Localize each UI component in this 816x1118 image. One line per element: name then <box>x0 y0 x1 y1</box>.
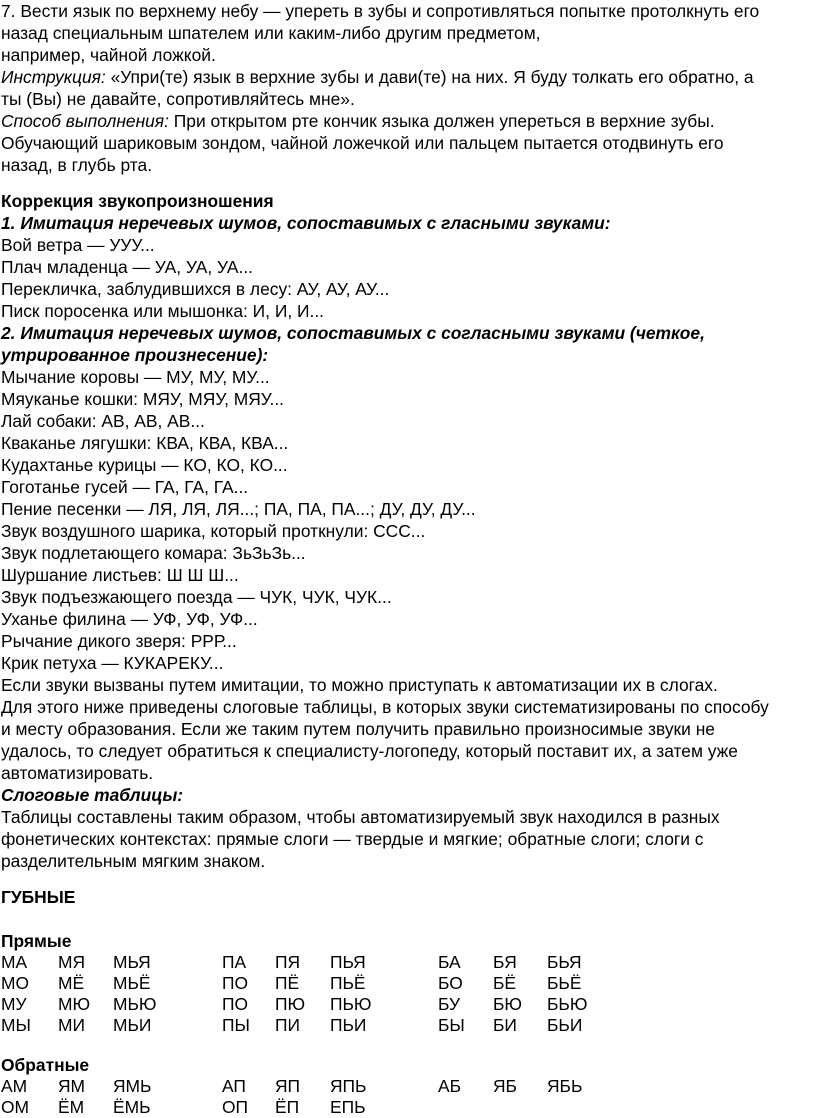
consonant-item: Уханье филина — УФ, УФ, УФ... <box>1 609 258 629</box>
syllable-cell: ПЬЮ <box>330 994 372 1014</box>
after-text-line: автоматизировать. <box>1 763 154 783</box>
method-text: При открытом рте кончик языка должен упереться в верхние зубы. <box>168 111 715 131</box>
method-line-2: Обучающий шариковым зондом, чайной ложечкой или пальцем пытается отодвинуть его <box>1 133 724 153</box>
syllable-tables-heading: Слоговые таблицы: <box>1 785 184 805</box>
method-line-1 <box>1 110 715 132</box>
syllable-cell: ЯП <box>275 1076 301 1096</box>
after-text-line: удалось, то следует обратиться к специалисту-логопеду, который поставит их, а затем уже <box>1 741 738 761</box>
syllable-cell: ЯБ <box>493 1076 517 1096</box>
syllable-desc-line: Таблицы составлены таким образом, чтобы автоматизируемый звук находился в разных <box>1 807 720 827</box>
syllable-cell: БЬИ <box>547 1015 583 1035</box>
syllable-cell: ОМ <box>1 1097 30 1117</box>
syllable-cell: ЯМЬ <box>113 1076 152 1096</box>
method-line-3: назад, в глубь рта. <box>1 155 153 175</box>
instruction-label: Инструкция: <box>1 67 106 87</box>
syllable-cell: МЫ <box>1 1015 31 1035</box>
syllable-cell: МЬЁ <box>113 973 151 993</box>
syllable-cell: ЯМ <box>58 1076 86 1096</box>
syllable-cell: БЁ <box>493 973 517 993</box>
syllable-cell: ЁП <box>275 1097 300 1117</box>
method-label: Способ выполнения: <box>1 111 169 131</box>
syllable-cell: БО <box>438 973 463 993</box>
syllable-cell: ПА <box>222 952 247 972</box>
syllable-cell: АБ <box>438 1076 462 1096</box>
syllable-cell: МА <box>1 952 28 972</box>
reverse-syllables-title: Обратные <box>1 1055 90 1075</box>
consonant-item: Мяуканье кошки: МЯУ, МЯУ, МЯУ... <box>1 389 285 409</box>
syllable-cell: МЬЮ <box>113 994 157 1014</box>
syllable-cell: БЬЁ <box>547 973 582 993</box>
syllable-cell: БЬЮ <box>547 994 588 1014</box>
syllable-cell: ЁМЬ <box>113 1097 151 1117</box>
direct-syllables-title: Прямые <box>1 931 72 951</box>
syllable-cell: ПО <box>222 973 249 993</box>
consonant-item: Крик петуха — КУКАРЕКУ... <box>1 653 224 673</box>
syllable-cell: БА <box>438 952 461 972</box>
syllable-cell: ПО <box>222 994 249 1014</box>
subheading-vowels: 1. Имитация неречевых шумов, сопоставимых с гласными звуками: <box>1 213 611 233</box>
syllable-cell: МЬЯ <box>113 952 151 972</box>
syllable-cell: МО <box>1 973 30 993</box>
syllable-cell: МЬИ <box>113 1015 152 1035</box>
subheading-consonants-line-1: 2. Имитация неречевых шумов, сопоставимых с согласными звуками (четкое, <box>1 323 705 343</box>
syllable-cell: ЁМ <box>58 1097 85 1117</box>
subheading-consonants-line-2: утрированное произнесение): <box>1 345 269 365</box>
syllable-cell: АМ <box>1 1076 28 1096</box>
syllable-cell: ЯПЬ <box>330 1076 367 1096</box>
syllable-cell: ОП <box>222 1097 249 1117</box>
vowel-item: Писк поросенка или мышонка: И, И, И... <box>1 301 324 321</box>
syllable-cell: МЮ <box>58 994 91 1014</box>
syllable-cell: ЕПЬ <box>330 1097 366 1117</box>
syllable-cell: ПЫ <box>222 1015 250 1035</box>
instruction-text: «Упри(те) язык в верхние зубы и дави(те) на них. Я буду толкать его обратно, а <box>105 67 754 87</box>
syllable-cell: БУ <box>438 994 461 1014</box>
consonant-item: Звук подъезжающего поезда — ЧУК, ЧУК, ЧУК... <box>1 587 392 607</box>
vowel-item: Плач младенца — УА, УА, УА... <box>1 257 253 277</box>
syllable-cell: МЁ <box>58 973 85 993</box>
syllable-cell: АП <box>222 1076 246 1096</box>
vowel-item: Вой ветра — УУУ... <box>1 235 155 255</box>
section-heading: Коррекция звукопроизношения <box>1 191 274 211</box>
consonant-item: Пение песенки — ЛЯ, ЛЯ, ЛЯ...; ПА, ПА, ПА...; ДУ, ДУ, ДУ... <box>1 499 476 519</box>
syllable-cell: ПЮ <box>275 994 306 1014</box>
instruction-line-1 <box>1 66 754 88</box>
syllable-desc-line: разделительным мягким знаком. <box>1 851 266 871</box>
consonant-item: Звук подлетающего комара: ЗьЗьЗь... <box>1 543 306 563</box>
consonant-item: Гоготанье гусей — ГА, ГА, ГА... <box>1 477 249 497</box>
group-title-labial: ГУБНЫЕ <box>1 887 76 907</box>
consonant-item: Звук воздушного шарика, который проткнули: ССС... <box>1 521 426 541</box>
syllable-cell: ПИ <box>275 1015 300 1035</box>
syllable-cell: ПЁ <box>275 973 300 993</box>
syllable-cell: МУ <box>1 994 27 1014</box>
exercise-7-line-3: например, чайной ложкой. <box>1 45 216 65</box>
syllable-cell: БЫ <box>438 1015 465 1035</box>
syllable-cell: БЮ <box>493 994 522 1014</box>
syllable-cell: БЯ <box>493 952 517 972</box>
syllable-cell: ПЯ <box>275 952 301 972</box>
syllable-cell: ПЬИ <box>330 1015 367 1035</box>
after-text-line: Для этого ниже приведены слоговые таблицы, в которых звуки систематизированы по способу <box>1 697 769 717</box>
after-text-line: и месту образования. Если же таким путем получить правильно произносимые звуки не <box>1 719 715 739</box>
syllable-cell: ПЬЯ <box>330 952 366 972</box>
consonant-item: Лай собаки: АВ, АВ, АВ... <box>1 411 205 431</box>
syllable-cell: ПЬЁ <box>330 973 366 993</box>
exercise-7-line-1: 7. Вести язык по верхнему небу — упереть в зубы и сопротивляться попытке протолкнуть его <box>1 1 760 21</box>
syllable-cell: МИ <box>58 1015 85 1035</box>
consonant-item: Рычание дикого зверя: РРР... <box>1 631 237 651</box>
syllable-cell: БЬЯ <box>547 952 582 972</box>
consonant-item: Шуршание листьев: Ш Ш Ш... <box>1 565 239 585</box>
syllable-cell: БИ <box>493 1015 517 1035</box>
syllable-cell: МЯ <box>58 952 86 972</box>
vowel-item: Перекличка, заблудившихся в лесу: АУ, АУ, АУ... <box>1 279 390 299</box>
syllable-cell: ЯБЬ <box>547 1076 583 1096</box>
exercise-7-line-2: назад специальным шпателем или каким-либо другим предметом, <box>1 23 541 43</box>
consonant-item: Кваканье лягушки: КВА, КВА, КВА... <box>1 433 289 453</box>
consonant-item: Мычание коровы — МУ, МУ, МУ... <box>1 367 270 387</box>
consonant-item: Кудахтанье курицы — КО, КО, КО... <box>1 455 288 475</box>
instruction-line-2: ты (Вы) не давайте, сопротивляйтесь мне». <box>1 89 355 109</box>
after-text-line: Если звуки вызваны путем имитации, то можно приступать к автоматизации их в слогах. <box>1 675 718 695</box>
syllable-desc-line: фонетических контекстах: прямые слоги — твердые и мягкие; обратные слоги; слоги с <box>1 829 704 849</box>
